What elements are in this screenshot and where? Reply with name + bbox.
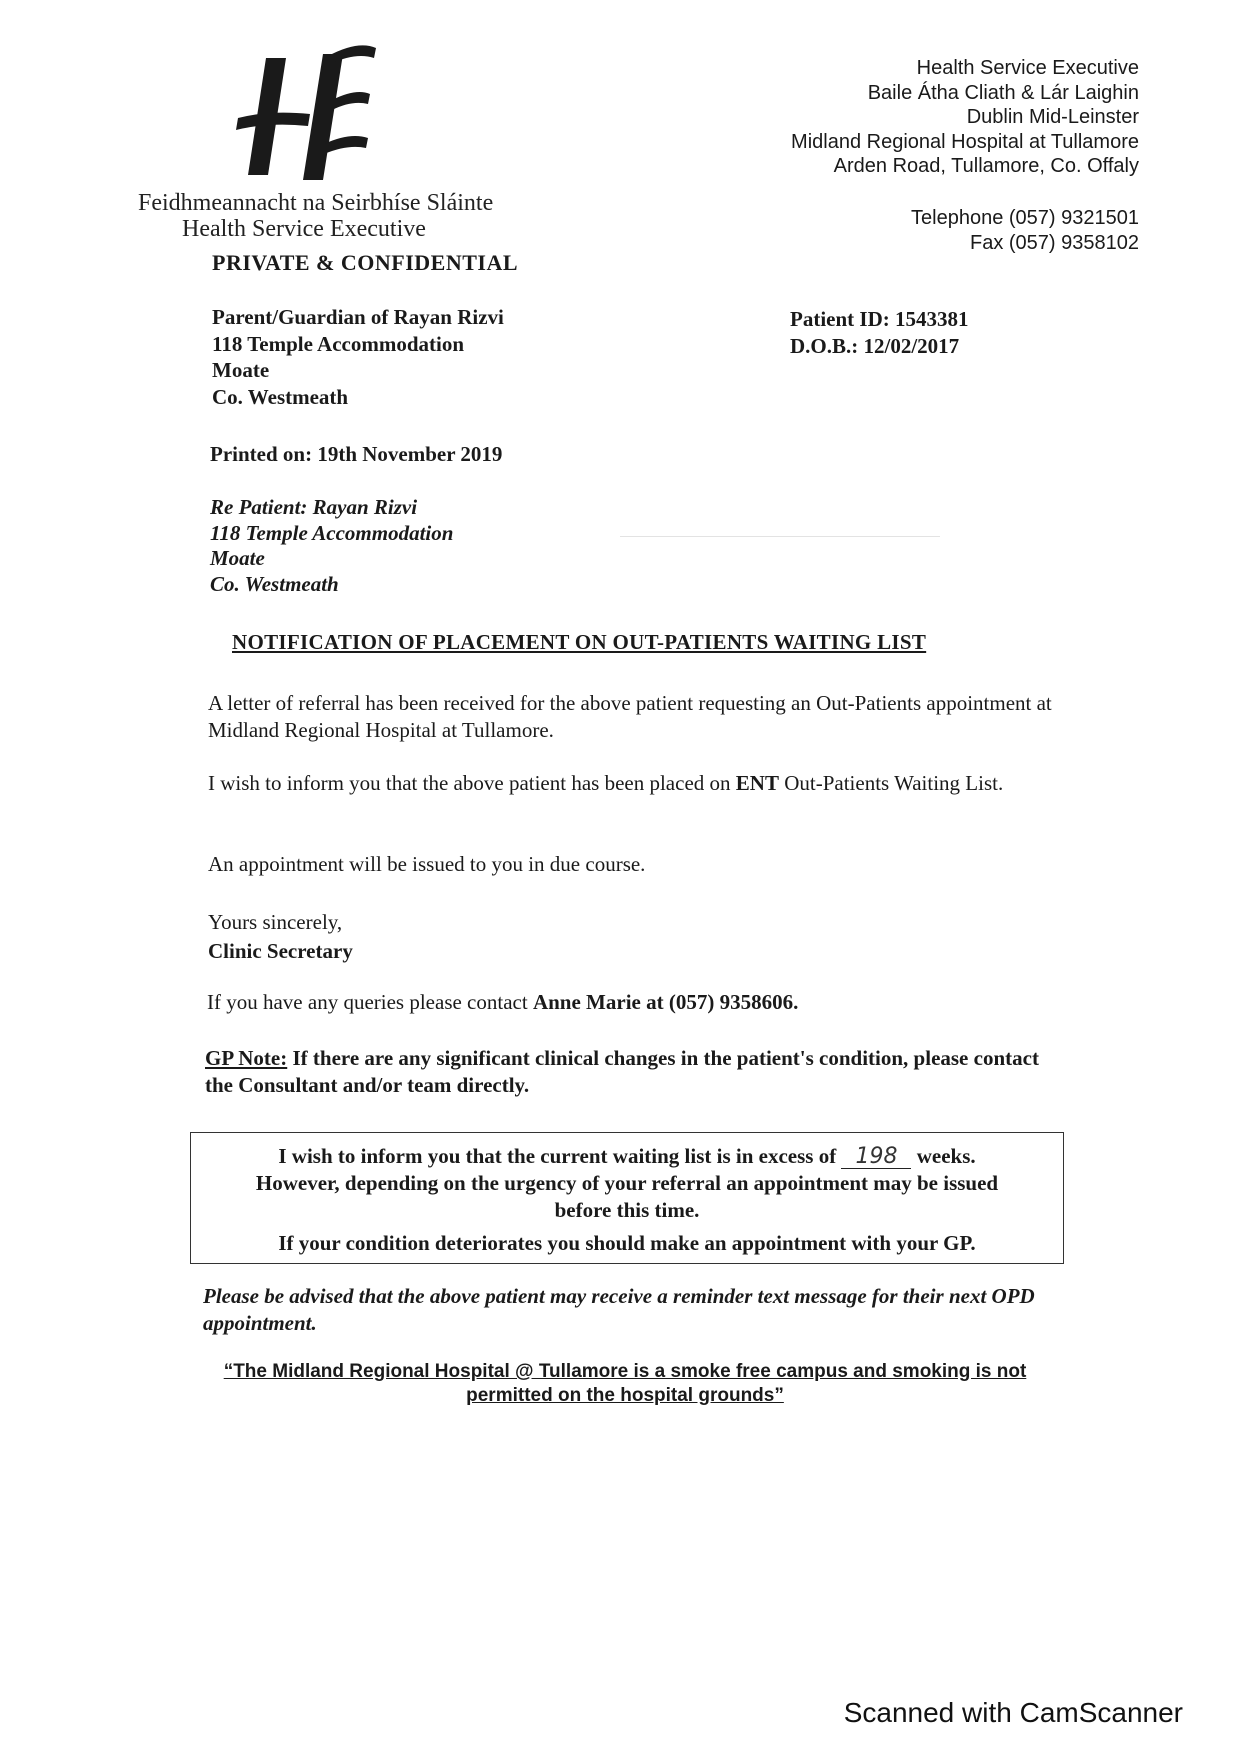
telephone: Telephone (057) 9321501 [911,207,1139,229]
queries-start: If you have any queries please contact [207,990,533,1014]
para2-start: I wish to inform you that the above patient has been placed on [208,771,736,795]
waiting-time-box [190,1132,1064,1264]
fax: Fax (057) 9358102 [969,232,1139,254]
signoff-line: Yours sincerely, [208,910,343,934]
patient-identifiers [790,306,968,359]
recipient-line: Moate [212,358,270,382]
gp-note-text: If there are any significant clinical changes in the patient's condition, please contact the Consultant and/or team directly. [205,1046,1039,1097]
waiting-list-paragraph [208,770,1068,797]
address-line: Midland Regional Hospital at Tullamore [791,130,1139,153]
re-patient-line: Re Patient: Rayan Rizvi [210,495,418,519]
address-line: Arden Road, Tullamore, Co. Offaly [833,155,1139,177]
hse-logo [228,40,398,190]
gp-note [205,1045,1065,1099]
recipient-line: 118 Temple Accommodation [212,331,465,356]
address-line: Health Service Executive [916,57,1139,79]
box-line-weeks [191,1143,1063,1170]
box-line1-end: weeks. [911,1144,976,1168]
appointment-paragraph: An appointment will be issued to you in due course. [208,852,646,876]
logo-caption [138,190,493,242]
para2-end: Out-Patients Waiting List. [778,771,1004,795]
weeks-handwritten: 198 [841,1146,911,1169]
recipient-line: Co. Westmeath [212,384,349,409]
address-line: Baile Átha Cliath & Lár Laighin [867,81,1139,104]
re-patient-line: Co. Westmeath [210,571,339,596]
patient-dob: D.O.B.: 12/02/2017 [790,333,960,358]
recipient-line: Parent/Guardian of Rayan Rizvi [212,305,504,329]
re-patient-line: 118 Temple Accommodation [210,520,454,545]
specialty: ENT [735,771,779,795]
printed-date: Printed on: 19th November 2019 [210,442,503,466]
re-patient-block [210,495,453,597]
queries-line [207,990,798,1015]
reminder-notice: Please be advised that the above patient may receive a reminder text message for their next OPD appointment. [203,1284,1035,1335]
gp-note-label: GP Note: [205,1046,288,1070]
address-line: Dublin Mid-Leinster [966,106,1139,128]
box-line-urgency: However, depending on the urgency of your referral an appointment may be issued before this time. [255,1171,999,1222]
recipient-address [212,304,504,410]
hse-address [791,56,1139,179]
contact-name-phone: Anne Marie at (057) 9358606. [532,990,799,1014]
confidential-label: PRIVATE & CONFIDENTIAL [212,250,519,275]
signoff [208,908,353,966]
box-line-gp: If your condition deteriorates you should make an appointment with your GP. [278,1231,976,1255]
referral-paragraph: A letter of referral has been received for the above patient requesting an Out-Patients appointment at Midland Regional Hospital at Tullamore. [208,691,1052,742]
scan-smudge [620,536,940,537]
patient-id: Patient ID: 1543381 [790,307,969,331]
box-line1-start: I wish to inform you that the current waiting list is in excess of [278,1144,842,1168]
scanner-watermark: Scanned with CamScanner [843,1697,1183,1728]
letter-heading: NOTIFICATION OF PLACEMENT ON OUT-PATIENTS WAITING LIST [232,630,927,654]
logo-text-irish: Feidhmeannacht na Seirbhíse Sláinte [138,190,494,216]
smoke-free-notice: “The Midland Regional Hospital @ Tullamore is a smoke free campus and smoking is not permitted on the hospital grounds” [223,1361,1027,1406]
signatory: Clinic Secretary [208,939,353,963]
hse-contact [911,206,1139,256]
logo-text-english: Health Service Executive [182,216,426,242]
re-patient-line: Moate [210,546,265,570]
